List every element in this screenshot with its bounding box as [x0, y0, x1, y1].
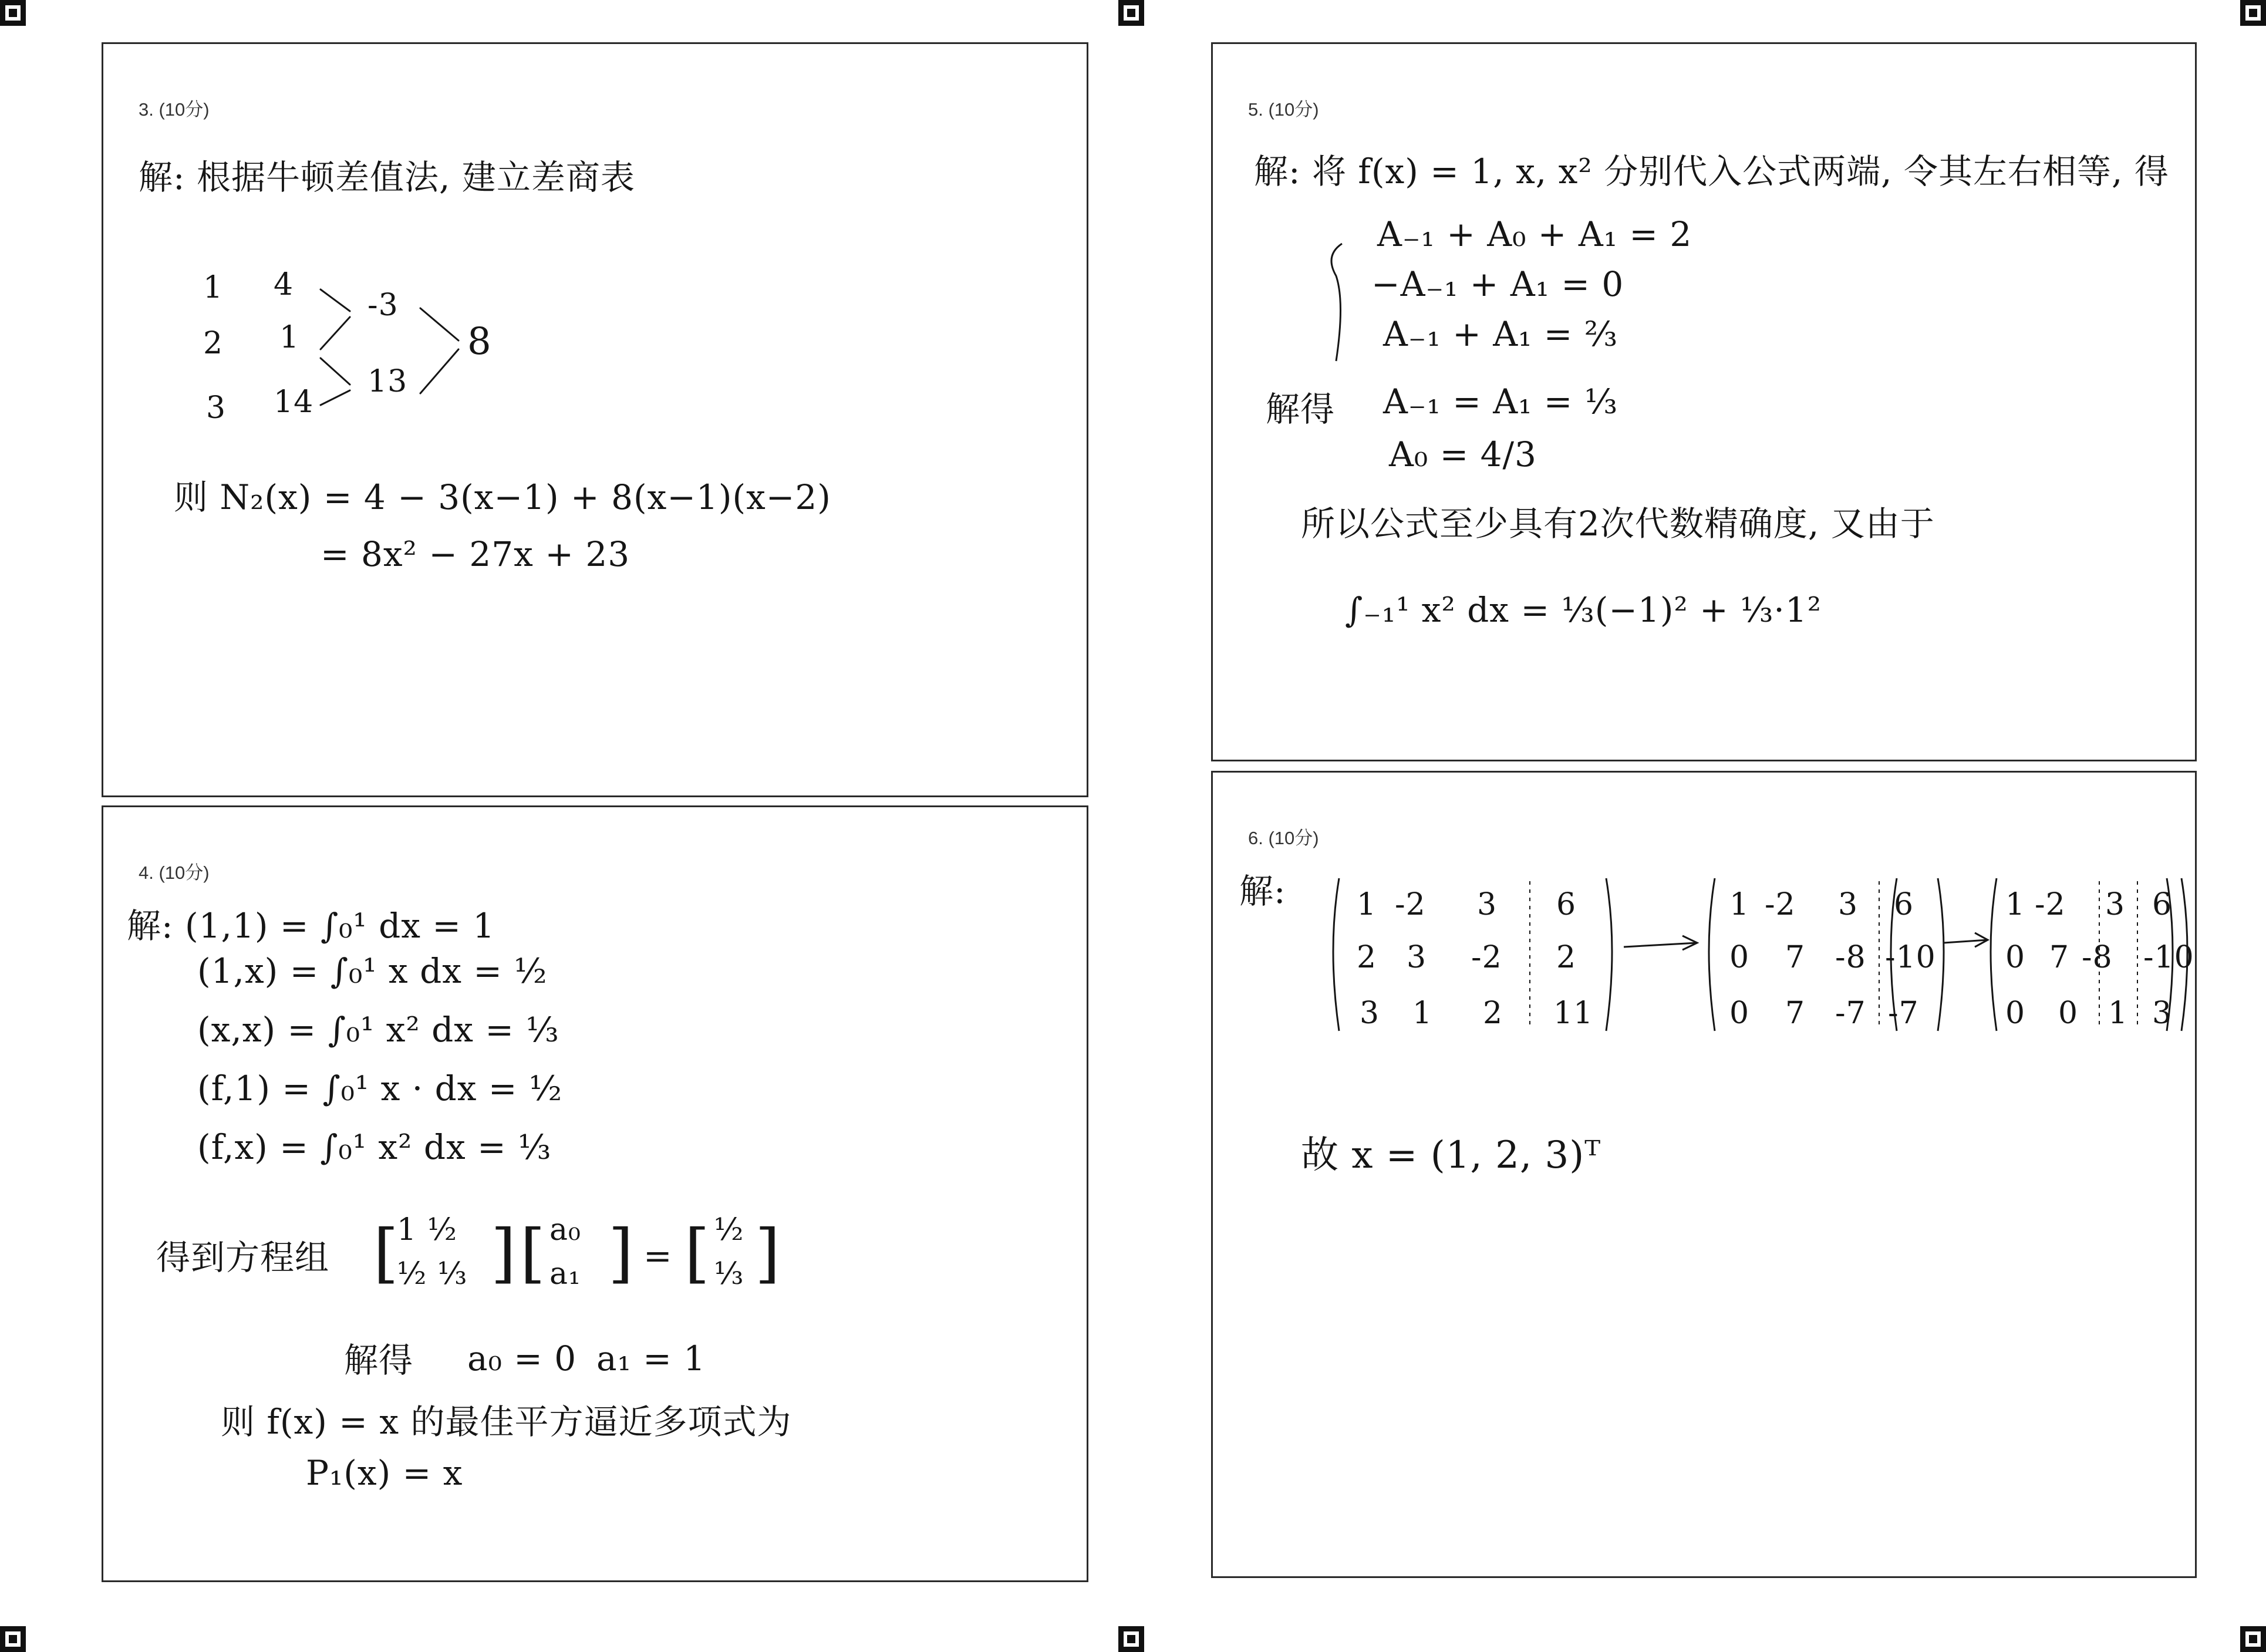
m3-r2c3: -8	[2082, 940, 2113, 975]
solution-heading: 解:	[1239, 871, 1286, 911]
table-connector-lines	[103, 44, 632, 455]
final-result: 故 x = (1, 2, 3)ᵀ	[1301, 1134, 1601, 1177]
answer-panel-q3	[102, 42, 1088, 797]
m2-r1c4: 6	[1894, 887, 1914, 922]
m3-r1c1: 1	[2005, 887, 2026, 922]
m1-r2c2: 3	[1407, 940, 1427, 975]
table-col2-row2: 13	[367, 364, 408, 399]
solve-label: 解得	[344, 1340, 414, 1380]
vector-a0: a₀	[549, 1212, 581, 1248]
matrix-row-2: ½ ⅓	[397, 1256, 468, 1292]
matrix-row-1: 1 ½	[397, 1212, 458, 1248]
m2-r1c2: -2	[1765, 887, 1796, 922]
m1-r1c3: 3	[1477, 887, 1498, 922]
inner-product-line-4: (f,1) = ∫₀¹ x · dx = ½	[197, 1068, 563, 1108]
table-col1-row3: 14	[274, 385, 314, 420]
m3-r1c3: 3	[2105, 887, 2126, 922]
question-label: 6. (10分)	[1248, 828, 1319, 848]
m3-r2c2: 7	[2049, 940, 2070, 975]
m2-r2c1: 0	[1729, 940, 1750, 975]
rhs-value-1: ½	[714, 1212, 744, 1248]
m3-r3c4: 3	[2152, 996, 2173, 1031]
answer-panel-q4	[102, 805, 1088, 1582]
solution-a0: A₀ = 4/3	[1389, 434, 1537, 474]
m2-r2c2: 7	[1785, 940, 1806, 975]
equation-1: A₋₁ + A₀ + A₁ = 2	[1377, 214, 1692, 254]
matrix-open-bracket: [	[373, 1215, 399, 1290]
m1-r1c1: 1	[1357, 887, 1377, 922]
corner-marker-bottom-left	[0, 1626, 26, 1652]
m2-r3c4: -7	[1888, 996, 1919, 1031]
m1-r3c3: 2	[1483, 996, 1503, 1031]
m2-r3c2: 7	[1785, 996, 1806, 1031]
table-col3-row1: 8	[467, 320, 492, 363]
table-col1-row1: 4	[274, 267, 294, 302]
m2-r1c3: 3	[1838, 887, 1859, 922]
m3-r1c2: -2	[2035, 887, 2066, 922]
vector-open-bracket: [	[520, 1215, 546, 1290]
m3-r2c4: -10	[2143, 940, 2194, 975]
m2-r3c3: -7	[1835, 996, 1866, 1031]
m3-r3c3: 1	[2108, 996, 2129, 1031]
table-col1-row2: 1	[279, 320, 300, 355]
m3-r2c1: 0	[2005, 940, 2026, 975]
integral-check: ∫₋₁¹ x² dx = ⅓(−1)² + ⅓·1²	[1345, 590, 1822, 630]
equation-2: −A₋₁ + A₁ = 0	[1371, 264, 1624, 304]
solve-label: 解得	[1266, 389, 1336, 429]
inner-product-line-3: (x,x) = ∫₀¹ x² dx = ⅓	[197, 1010, 559, 1050]
equation-3: A₋₁ + A₁ = ⅔	[1383, 314, 1618, 354]
corner-marker-bottom-right	[2240, 1626, 2266, 1652]
inner-product-line-1: 解: (1,1) = ∫₀¹ dx = 1	[127, 906, 495, 946]
question-label: 3. (10分)	[139, 99, 210, 120]
solution-heading: 解: 将 f(x) = 1, x, x² 分别代入公式两端, 令其左右相等, 得	[1254, 151, 2169, 191]
newton-polynomial-line: 则 N₂(x) = 4 − 3(x−1) + 8(x−1)(x−2)	[174, 477, 831, 517]
corner-marker-bottom-center	[1118, 1626, 1144, 1652]
rhs-value-2: ⅓	[714, 1256, 744, 1292]
newton-polynomial-result: = 8x² − 27x + 23	[321, 534, 630, 574]
rhs-open-bracket: [	[684, 1215, 710, 1290]
answer-panel-q5	[1211, 42, 2197, 761]
vector-close-bracket: ]	[608, 1215, 634, 1290]
vector-a1: a₁	[549, 1256, 581, 1292]
m3-r1c4: 6	[2152, 887, 2173, 922]
question-label: 4. (10分)	[139, 862, 210, 883]
solution-a1: a₁ = 1	[596, 1339, 706, 1378]
solution-a0: a₀ = 0	[467, 1339, 577, 1378]
matrix-close-bracket: ]	[491, 1215, 517, 1290]
conclusion-line: 则 f(x) = x 的最佳平方逼近多项式为	[221, 1402, 792, 1442]
m3-r3c2: 0	[2058, 996, 2079, 1031]
table-col2-row1: -3	[367, 288, 399, 323]
m2-r3c1: 0	[1729, 996, 1750, 1031]
m1-r3c2: 1	[1412, 996, 1433, 1031]
inner-product-line-5: (f,x) = ∫₀¹ x² dx = ⅓	[197, 1127, 552, 1167]
m1-r2c1: 2	[1357, 940, 1377, 975]
precision-remark: 所以公式至少具有2次代数精确度, 又由于	[1301, 504, 1935, 544]
m1-r3c1: 3	[1360, 996, 1380, 1031]
rhs-close-bracket: ]	[755, 1215, 781, 1290]
m2-r1c1: 1	[1729, 887, 1750, 922]
corner-marker-top-left	[0, 0, 26, 26]
solution-heading: 解: 根据牛顿差值法, 建立差商表	[139, 157, 635, 197]
corner-marker-top-right	[2240, 0, 2266, 26]
m2-r2c4: -10	[1885, 940, 1936, 975]
corner-marker-top-center	[1118, 0, 1144, 26]
solution-a-minus1-a1: A₋₁ = A₁ = ⅓	[1383, 382, 1618, 422]
m1-r3c4: 11	[1553, 996, 1594, 1031]
table-col0-row3: 3	[206, 390, 227, 426]
table-col0-row1: 1	[203, 270, 224, 305]
m2-r2c3: -8	[1835, 940, 1866, 975]
question-label: 5. (10分)	[1248, 99, 1319, 120]
equals-sign: =	[643, 1236, 673, 1276]
final-result: P₁(x) = x	[306, 1453, 463, 1493]
normal-equations-label: 得到方程组	[156, 1238, 330, 1277]
inner-product-line-2: (1,x) = ∫₀¹ x dx = ½	[197, 951, 548, 991]
answer-panel-q6	[1211, 771, 2197, 1578]
m1-r1c2: -2	[1395, 887, 1426, 922]
m3-r3c1: 0	[2005, 996, 2026, 1031]
m1-r2c4: 2	[1556, 940, 1577, 975]
table-col0-row2: 2	[203, 326, 224, 361]
m1-r2c3: -2	[1471, 940, 1502, 975]
m1-r1c4: 6	[1556, 887, 1577, 922]
